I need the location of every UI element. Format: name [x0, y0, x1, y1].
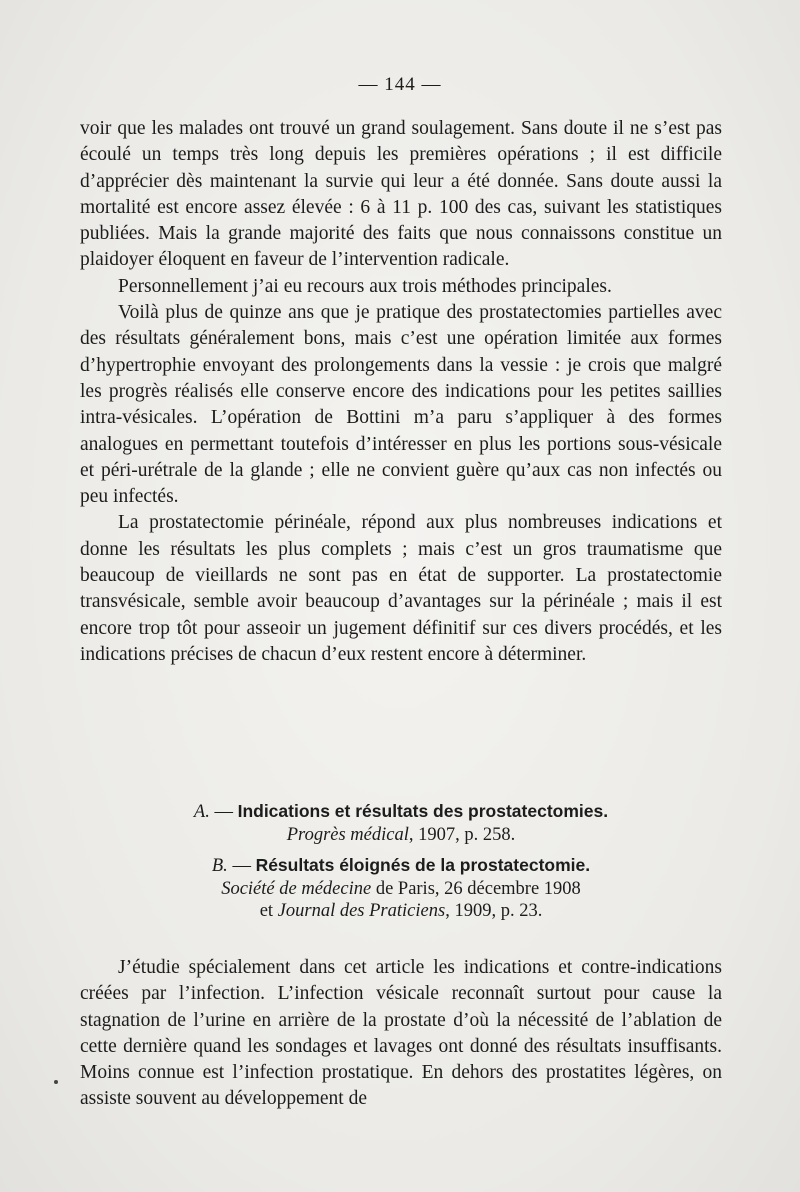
reference-a-letter: A.	[193, 802, 210, 822]
reference-a-details: , 1907, p. 258.	[408, 824, 516, 845]
reference-a-title: Indications et résultats des prostatectomies.	[237, 801, 609, 821]
paragraph-infection-study: J’étudie spécialement dans cet article les indications et contre-indications créées par l’infection. L’infection vésicale reconnaît surtout pour cause la stagnation de l’urine en arrière de la prostate d’où la nécessité de l’ablation de cette dernière quand les sondages et lavages ont donné des résultats insuffisants. Moins connue est l’infection prostatique. En dehors des prostatites légères, on assiste souvent au développement de	[80, 957, 722, 1110]
page-number: — 144 —	[358, 74, 442, 95]
reference-a-dash: —	[214, 802, 233, 822]
main-text-section	[80, 116, 722, 668]
reference-b-dash: —	[232, 856, 251, 876]
paragraph-personal-methods: Personnellement j’ai eu recours aux trois méthodes principales.	[118, 275, 612, 297]
reference-b-journal: Journal des Praticiens	[277, 901, 446, 921]
reference-b-and: et	[259, 901, 278, 921]
paragraph-perineal-prostatectomy: La prostatectomie périnéale, répond aux plus nombreuses indications et donne les résultats les plus complets ; mais c’est un gros traumatisme que beaucoup de vieillards ne sont pas en état de supporter. La prostatectomie transvésicale, semble avoir beaucoup d’avantages sur la périnéale ; mais il est encore trop tôt pour asseoir un jugement définitif sur ces divers procédés, et les indications précises de chacun d’eux restent encore à déterminer.	[80, 512, 722, 665]
bibliographic-references	[80, 800, 722, 923]
reference-a-journal: Progrès médical	[286, 824, 409, 845]
reference-b-society: Société de médecine	[221, 878, 372, 899]
margin-speck	[54, 1080, 58, 1084]
article-summary-section	[80, 955, 722, 1113]
reference-b	[80, 854, 722, 923]
paragraph-continuation: voir que les malades ont trouvé un grand soulagement. Sans doute il ne s’est pas écoulé un temps très long depuis les premières opérations ; il est difficile d’apprécier dès maintenant la survie qui leur a été donnée. Sans doute aussi la mortalité est encore assez élevée : 6 à 11 p. 100 des cas, suivant les statistiques publiées. Mais la grande majorité des faits que nous connaissons constitue un plaidoyer éloquent en faveur de l’intervention radicale.	[80, 118, 722, 271]
reference-b-title: Résultats éloignés de la prostatectomie.	[255, 855, 591, 875]
paragraph-partial-prostatectomy: Voilà plus de quinze ans que je pratique des prostatectomies partielles avec des résultats généralement bons, mais c’est une opération limitée aux formes d’hypertrophie envoyant des prolongements dans la vessie : je crois que malgré les progrès réalisés elle conserve encore des indications pour les petites saillies intra-vésicales. L’opération de Bottini m’a paru s’appliquer à des formes analogues en permettant toutefois d’intéresser en plus les portions sous-vésicale et péri-urétrale de la glande ; elle ne convient guère qu’aux cas non infectés ou peu infectés.	[80, 302, 722, 508]
reference-b-letter: B.	[211, 856, 228, 876]
reference-a	[80, 800, 722, 846]
reference-b-society-details: de Paris, 26 décembre 1908	[371, 878, 581, 899]
reference-b-details: , 1909, p. 23.	[445, 901, 543, 921]
